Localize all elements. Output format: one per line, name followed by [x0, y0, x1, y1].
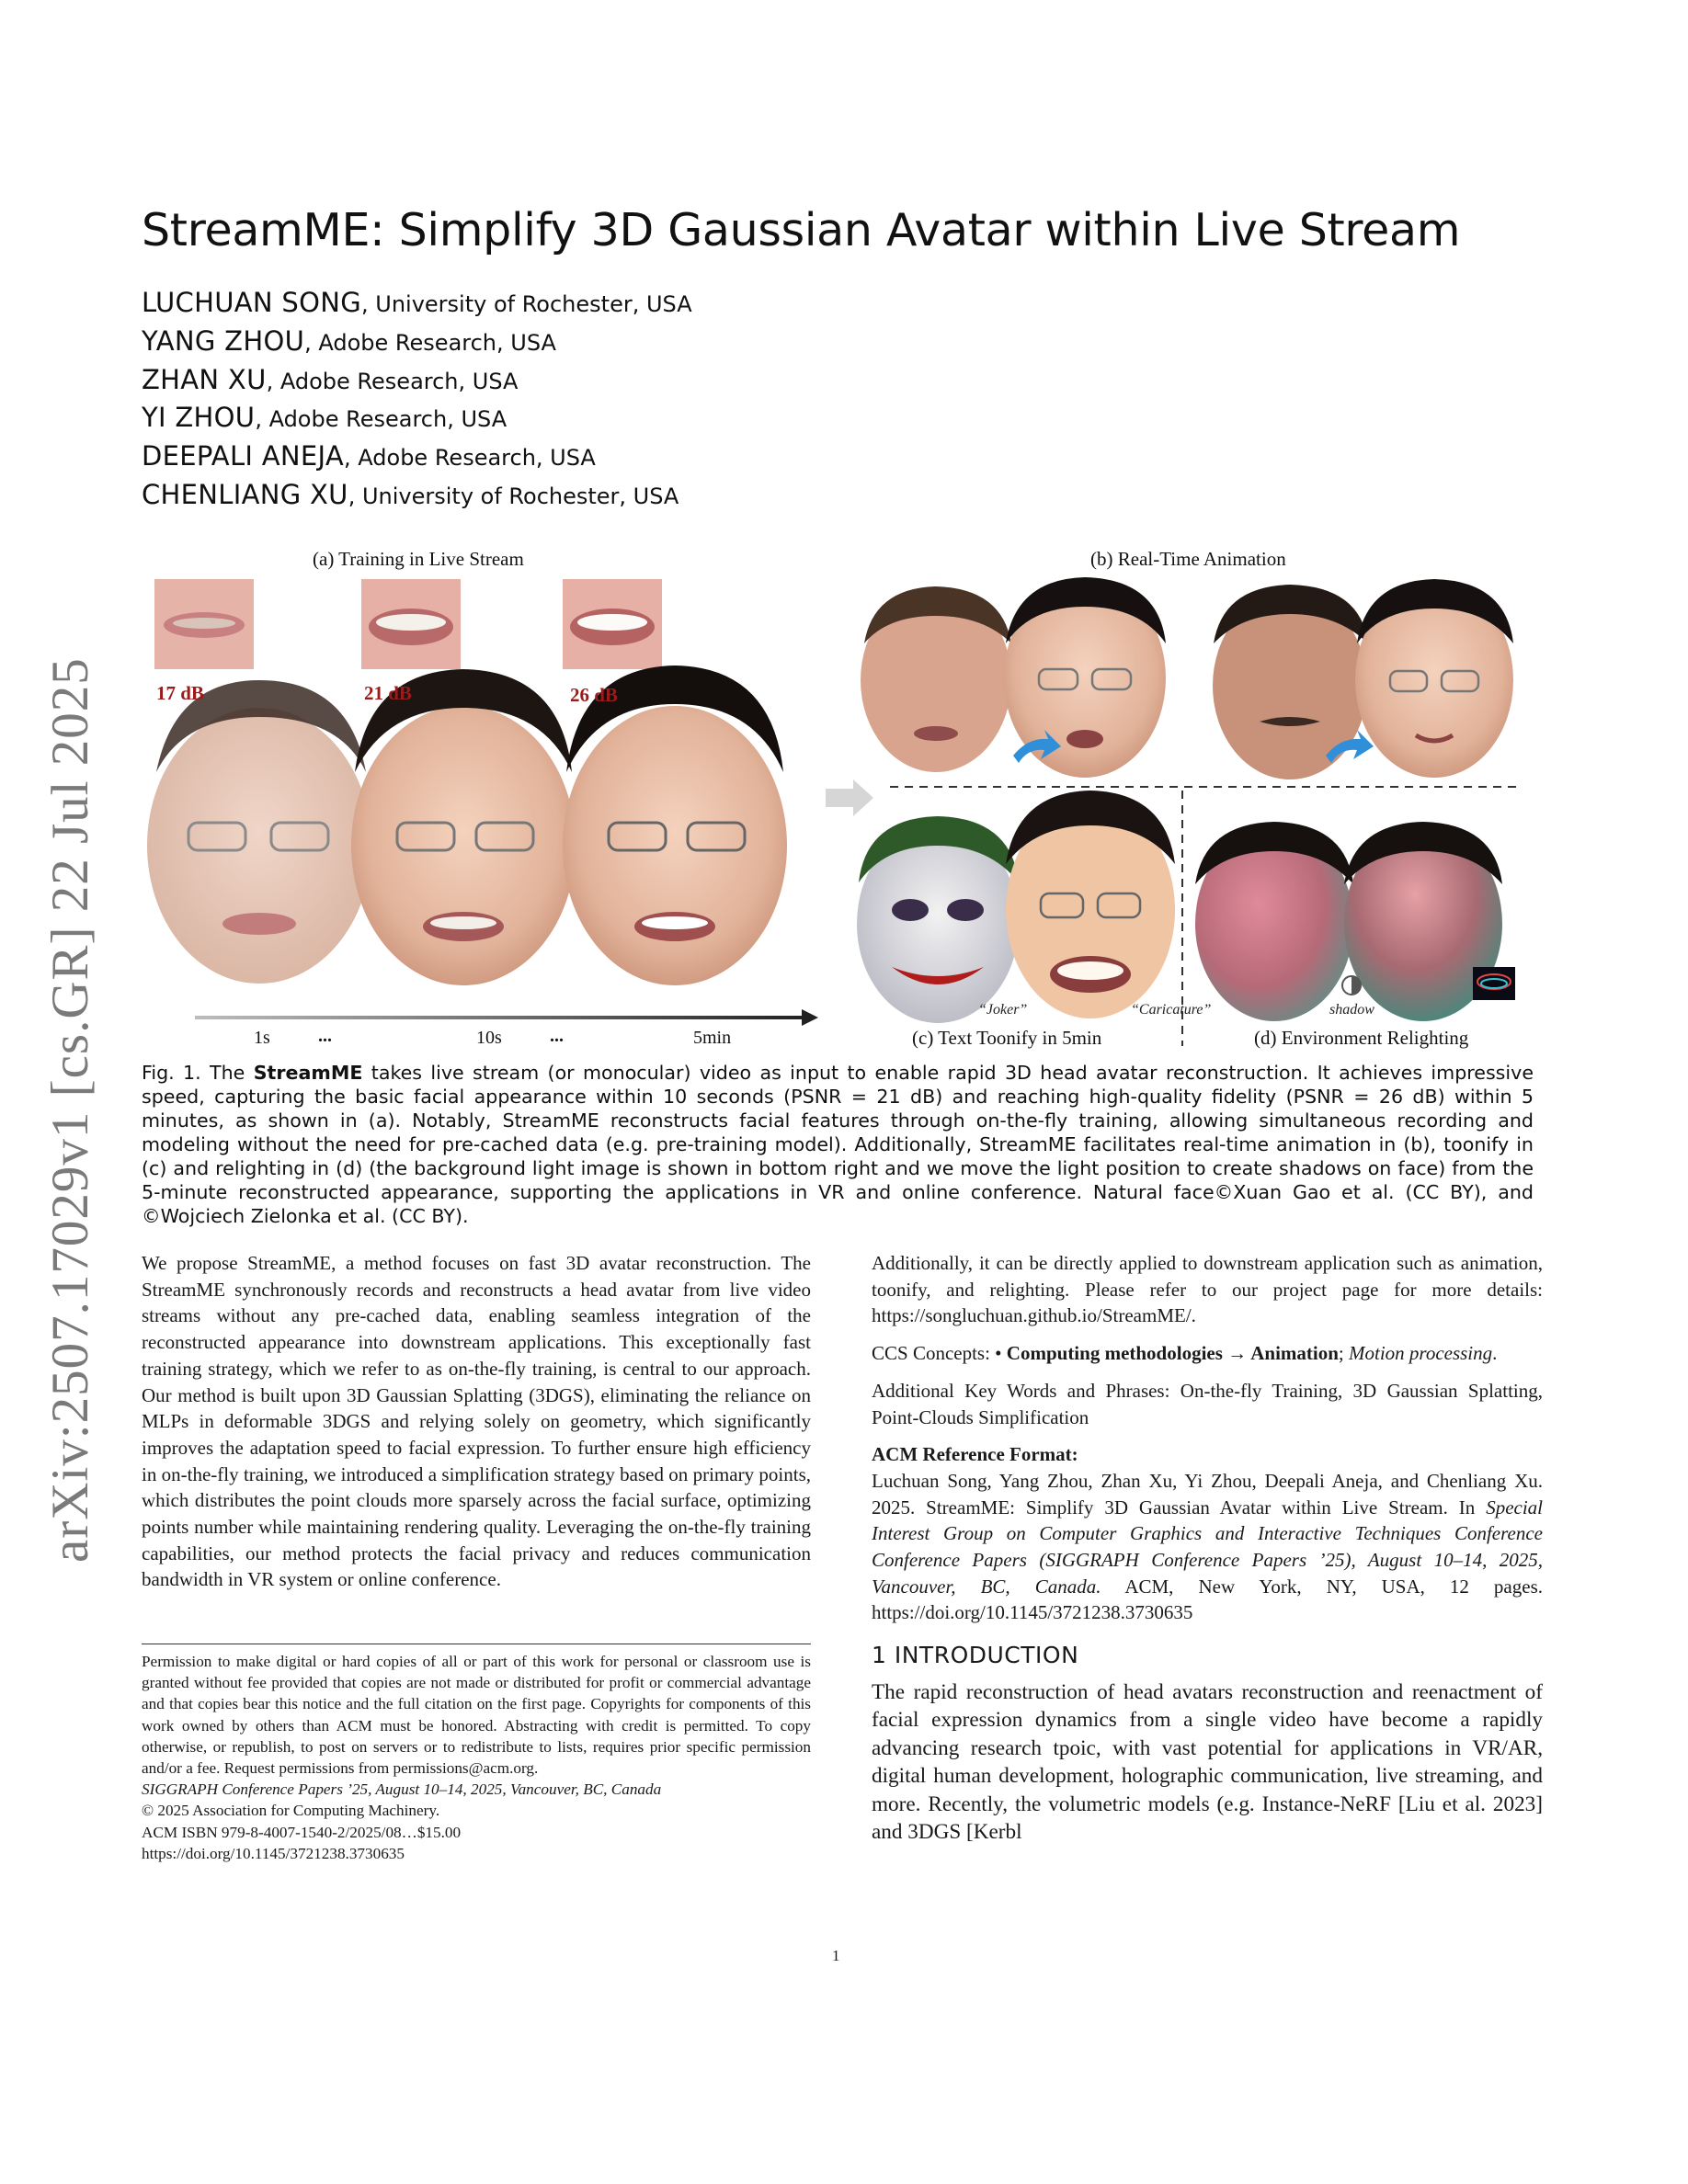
timeline-bar — [195, 1016, 806, 1019]
psnr-label: 17 dB — [156, 682, 204, 704]
psnr-label: 26 dB — [570, 684, 618, 706]
teaser-figure — [138, 542, 1517, 1057]
mouth-crop-26db — [563, 579, 662, 669]
author-line: LUCHUAN SONG, University of Rochester, USA — [142, 287, 692, 318]
face-1s — [147, 680, 371, 984]
gray-flow-arrow — [826, 779, 873, 816]
paper-title: StreamME: Simplify 3D Gaussian Avatar within Live Stream — [142, 204, 1461, 256]
timeline-arrowhead — [802, 1009, 818, 1026]
timeline-label: 1s — [254, 1028, 270, 1048]
relit-face-1 — [1195, 822, 1353, 1021]
author-line: CHENLIANG XU, University of Rochester, USA — [142, 479, 679, 510]
timeline-label: 10s — [476, 1028, 502, 1048]
psnr-label: 21 dB — [364, 682, 412, 704]
driven-face-2 — [1355, 579, 1513, 778]
face-10s — [351, 669, 576, 985]
arxiv-side-stamp: arXiv:2507.17029v1 [cs.GR] 22 Jul 2025 — [41, 657, 99, 1563]
caricature-face — [1006, 791, 1175, 1018]
permission-footnote — [142, 1651, 811, 1864]
venue-line: SIGGRAPH Conference Papers ’25, August 10–14, 2025, Vancouver, BC, Canada — [142, 1780, 662, 1799]
copyright-line: © 2025 Association for Computing Machinery. — [142, 1802, 440, 1820]
joker-tag: “Joker” — [978, 1002, 1028, 1018]
face-5min — [563, 665, 787, 985]
shadow-icon — [1342, 976, 1361, 995]
background-light-thumbnail — [1473, 967, 1515, 1000]
doi-line: https://doi.org/10.1145/3721238.3730635 — [142, 1844, 405, 1862]
panel-a-label: (a) Training in Live Stream — [313, 548, 524, 570]
timeline-label: 5min — [693, 1028, 732, 1048]
figure-graphics — [138, 542, 1517, 1057]
timeline-ellipsis: ... — [550, 1026, 564, 1046]
acm-reference: ACM Reference Format: Luchuan Song, Yang Zhou, Zhan Xu, Yi Zhou, Deepali Aneja, and Chenliang Xu. 2025. StreamME: Simplify 3D Gaussian Avatar within Live Stream. In Special Interest Group on Computer Graphics and Interactive Techniques Conference Conference Papers (SIGGRAPH Conference Papers ’25), August 10–14, 2025, Vancouver, BC, Canada. ACM, New York, NY, USA, 12 pages. https://doi.org/10.1145/3721238.3730635 — [872, 1443, 1543, 1624]
mouth-crop-21db — [361, 579, 461, 669]
figure-caption: Fig. 1. The StreamME takes live stream (or monocular) video as input to enable rapid 3D head avatar reconstruction. It achieves impressive speed, capturing the basic facial appearance within 10 seconds (PSNR = 21 dB) and reaching high-quality fidelity (PSNR = 26 dB) within 5 minutes, as shown in (a). Notably, StreamME reconstructs facial features through on-the-fly training, allowing simultaneous recording and modeling without the need for pre-cached data (e.g. pre-training model). Additionally, StreamME facilitates real-time animation in (b), toonify in (c) and relighting in (d) (the background light image is shown in bottom right and we move the light position to create shadows on face) from the 5-minute reconstructed appearance, supporting the applications in VR and online conference. Natural face©Xuan Gao et al. (CC BY), and ©Wojciech Zielonka et al. (CC BY). — [142, 1062, 1534, 1227]
author-line: YI ZHOU, Adobe Research, USA — [142, 402, 508, 433]
acm-reference-heading: ACM Reference Format: — [872, 1443, 1078, 1466]
author-line: YANG ZHOU, Adobe Research, USA — [142, 325, 556, 357]
ccs-concepts: CCS Concepts: • Computing methodologies → Animation; Motion processing. — [872, 1342, 1498, 1365]
page-number: 1 — [832, 1947, 840, 1964]
right-column — [872, 1250, 1543, 1847]
isbn-line: ACM ISBN 979-8-4007-1540-2/2025/08…$15.00 — [142, 1823, 462, 1841]
caricature-tag: “Caricature” — [1131, 1002, 1212, 1018]
introduction-text: The rapid reconstruction of head avatars reconstruction and reenactment of facial expression dynamics from a single video have become a rapidly advancing research tpoic, with vast potential for applications in VR/AR, digital human development, holographic communication, live streaming, and more. Recently, the volumetric models (e.g. Instance-NeRF [Liu et al. 2023] and 3DGS [Kerbl — [872, 1679, 1543, 1845]
author-line: DEEPALI ANEJA, Adobe Research, USA — [142, 440, 596, 472]
mouth-crop-17db — [154, 579, 254, 669]
panel-d-label: (d) Environment Relighting — [1254, 1027, 1469, 1049]
panel-b-label: (b) Real-Time Animation — [1090, 548, 1286, 570]
keywords: Additional Key Words and Phrases: On-the-fly Training, 3D Gaussian Splatting, Point-Clouds Simplification — [872, 1379, 1543, 1428]
permission-text: Permission to make digital or hard copies of all or part of this work for personal or classroom use is granted without fee provided that copies are not made or distributed for profit or commercial advantage and that copies bear this notice and the full citation on the first page. Copyrights for components of this work owned by others than ACM must be honored. Abstracting with credit is permitted. To copy otherwise, or republish, to post on servers or to redistribute to lists, requires prior specific permission and/or a fee. Request permissions from permissions@acm.org. — [142, 1653, 811, 1778]
abstract: We propose StreamME, a method focuses on fast 3D avatar reconstruction. The StreamME synchronously records and reconstructs a head avatar from live video streams without any pre-cached data, enabling seamless integration of the reconstructed appearance into downstream applications. This exceptionally fast training strategy, which we refer to as on-the-fly training, is central to our approach. Our method is built upon 3D Gaussian Splatting (3DGS), eliminating the reliance on MLPs in deformable 3DGS and relying solely on geometry, which significantly improves the adaptation speed to facial expression. To further ensure high efficiency in on-the-fly training, we introduced a simplification strategy based on primary points, which distributes the point clouds more sparsely across the facial surface, optimizing points number while maintaining rendering quality. Leveraging the on-the-fly training capabilities, our method protects the facial privacy and reduces communication bandwidth in VR system or online conference. — [142, 1252, 811, 1591]
section-heading-introduction: 1 INTRODUCTION — [872, 1642, 1079, 1669]
abstract-continuation: Additionally, it can be directly applied to downstream application such as animation, toonify, and relighting. Please refer to our project page for more details: https://songluchuan.github.io/StreamME/. — [872, 1252, 1543, 1327]
panel-c-label: (c) Text Toonify in 5min — [912, 1027, 1102, 1049]
shadow-tag: shadow — [1329, 1002, 1374, 1018]
timeline-ellipsis: ... — [318, 1026, 332, 1046]
author-line: ZHAN XU, Adobe Research, USA — [142, 364, 519, 395]
source-face-man — [861, 586, 1011, 772]
joker-face — [857, 816, 1019, 1023]
